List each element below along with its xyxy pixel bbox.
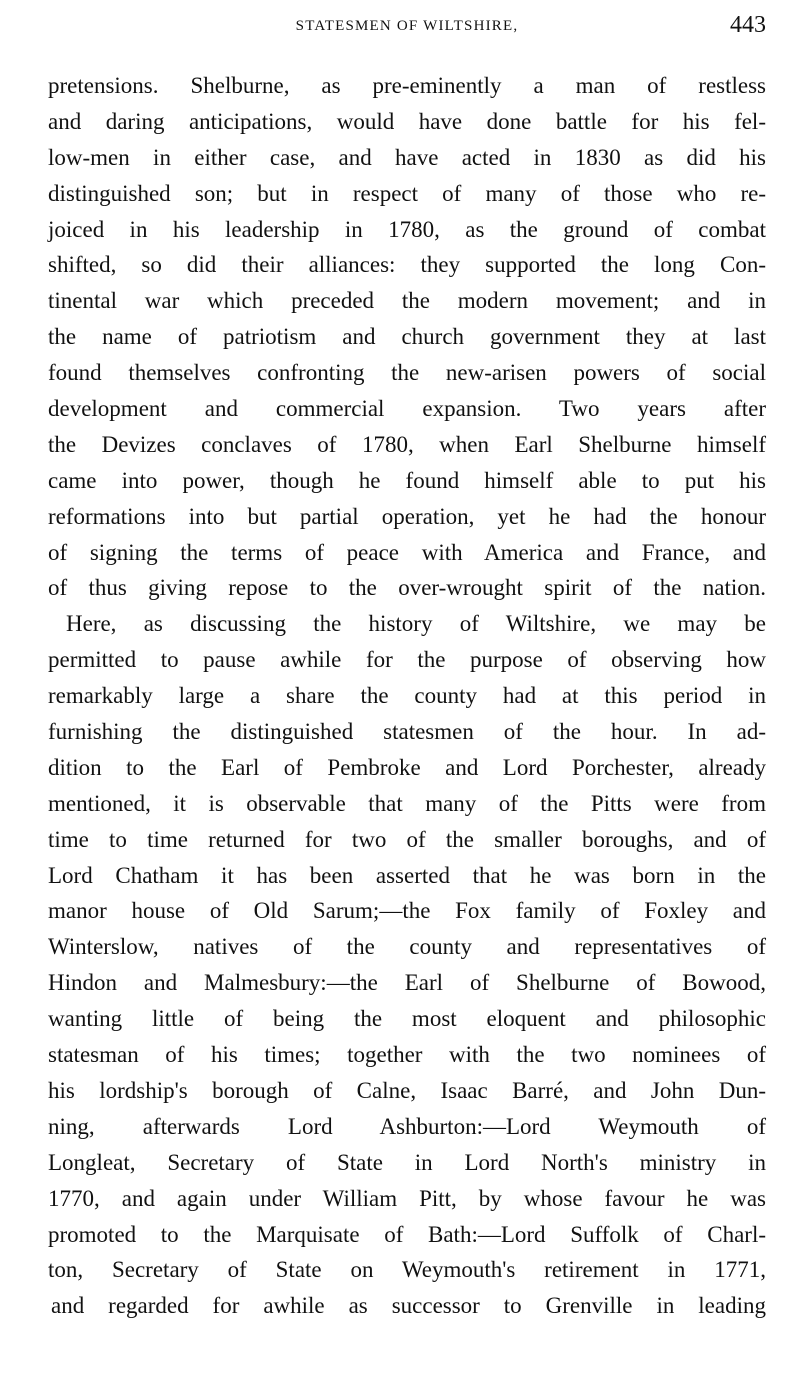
- text-line: Hindon and Malmesbury:—the Earl of Shelburne of Bowood,: [48, 970, 766, 996]
- text-line: wanting little of being the most eloquent and philosophic: [48, 1006, 766, 1032]
- page-body: [48, 68, 766, 1324]
- text-line: pretensions. Shelburne, as pre-eminently a man of restless: [48, 73, 766, 98]
- page-number: 443: [730, 12, 766, 38]
- text-line: Lord Chatham it has been asserted that he was born in the: [48, 862, 766, 888]
- text-line: promoted to the Marquisate of Bath:—Lord Suffolk of Charl-: [48, 1221, 766, 1247]
- text-line: statesman of his times; together with the two nominees of: [48, 1042, 766, 1068]
- text-line: ton, Secretary of State on Weymouth's retirement in 1771,: [48, 1257, 766, 1283]
- paragraph: [48, 68, 766, 606]
- text-line: dition to the Earl of Pembroke and Lord Porchester, already: [48, 754, 766, 780]
- text-line: low-men in either case, and have acted in 1830 as did his: [48, 144, 766, 170]
- text-line: reformations into but partial operation, yet he had the honour: [48, 503, 766, 529]
- text-line: ning, afterwards Lord Ashburton:—Lord Weymouth of: [48, 1113, 766, 1139]
- paragraph: [48, 606, 766, 1324]
- running-title: STATESMEN OF WILTSHIRE,: [295, 18, 519, 34]
- text-line: distinguished son; but in respect of many of those who re-: [48, 180, 766, 206]
- text-line: Longleat, Secretary of State in Lord North's ministry in: [48, 1149, 766, 1175]
- page-header: [48, 12, 766, 46]
- text-line: mentioned, it is observable that many of the Pitts were from: [48, 790, 766, 816]
- text-line: the Devizes conclaves of 1780, when Earl Shelburne himself: [48, 431, 766, 457]
- text-line: came into power, though he found himself able to put his: [48, 467, 766, 493]
- text-line: joiced in his leadership in 1780, as the ground of combat: [48, 216, 766, 242]
- text-line: shifted, so did their alliances: they supported the long Con-: [48, 252, 766, 278]
- text-line: Here, as discussing the history of Wiltshire, we may be: [66, 611, 766, 637]
- text-line: his lordship's borough of Calne, Isaac Barré, and John Dun-: [48, 1077, 766, 1103]
- text-line: development and commercial expansion. Two years after: [48, 396, 766, 422]
- text-line: manor house of Old Sarum;—the Fox family of Foxley and: [48, 898, 766, 924]
- text-line: of thus giving repose to the over-wrought spirit of the nation.: [48, 575, 766, 601]
- text-line: the name of patriotism and church government they at last: [48, 324, 766, 350]
- text-line: Winterslow, natives of the county and representatives of: [48, 934, 766, 960]
- text-line: and regarded for awhile as successor to Grenville in leading: [51, 1293, 766, 1319]
- text-line: time to time returned for two of the smaller boroughs, and of: [48, 826, 766, 852]
- text-line: and daring anticipations, would have done battle for his fel-: [48, 108, 766, 134]
- text-line: furnishing the distinguished statesmen of the hour. In ad-: [48, 719, 766, 745]
- text-line: permitted to pause awhile for the purpose of observing how: [48, 647, 766, 673]
- text-line: 1770, and again under William Pitt, by whose favour he was: [48, 1185, 766, 1211]
- text-line: of signing the terms of peace with America and France, and: [48, 539, 766, 565]
- text-line: found themselves confronting the new-arisen powers of social: [48, 360, 766, 386]
- text-line: tinental war which preceded the modern movement; and in: [48, 288, 766, 314]
- text-line: remarkably large a share the county had at this period in: [48, 683, 766, 709]
